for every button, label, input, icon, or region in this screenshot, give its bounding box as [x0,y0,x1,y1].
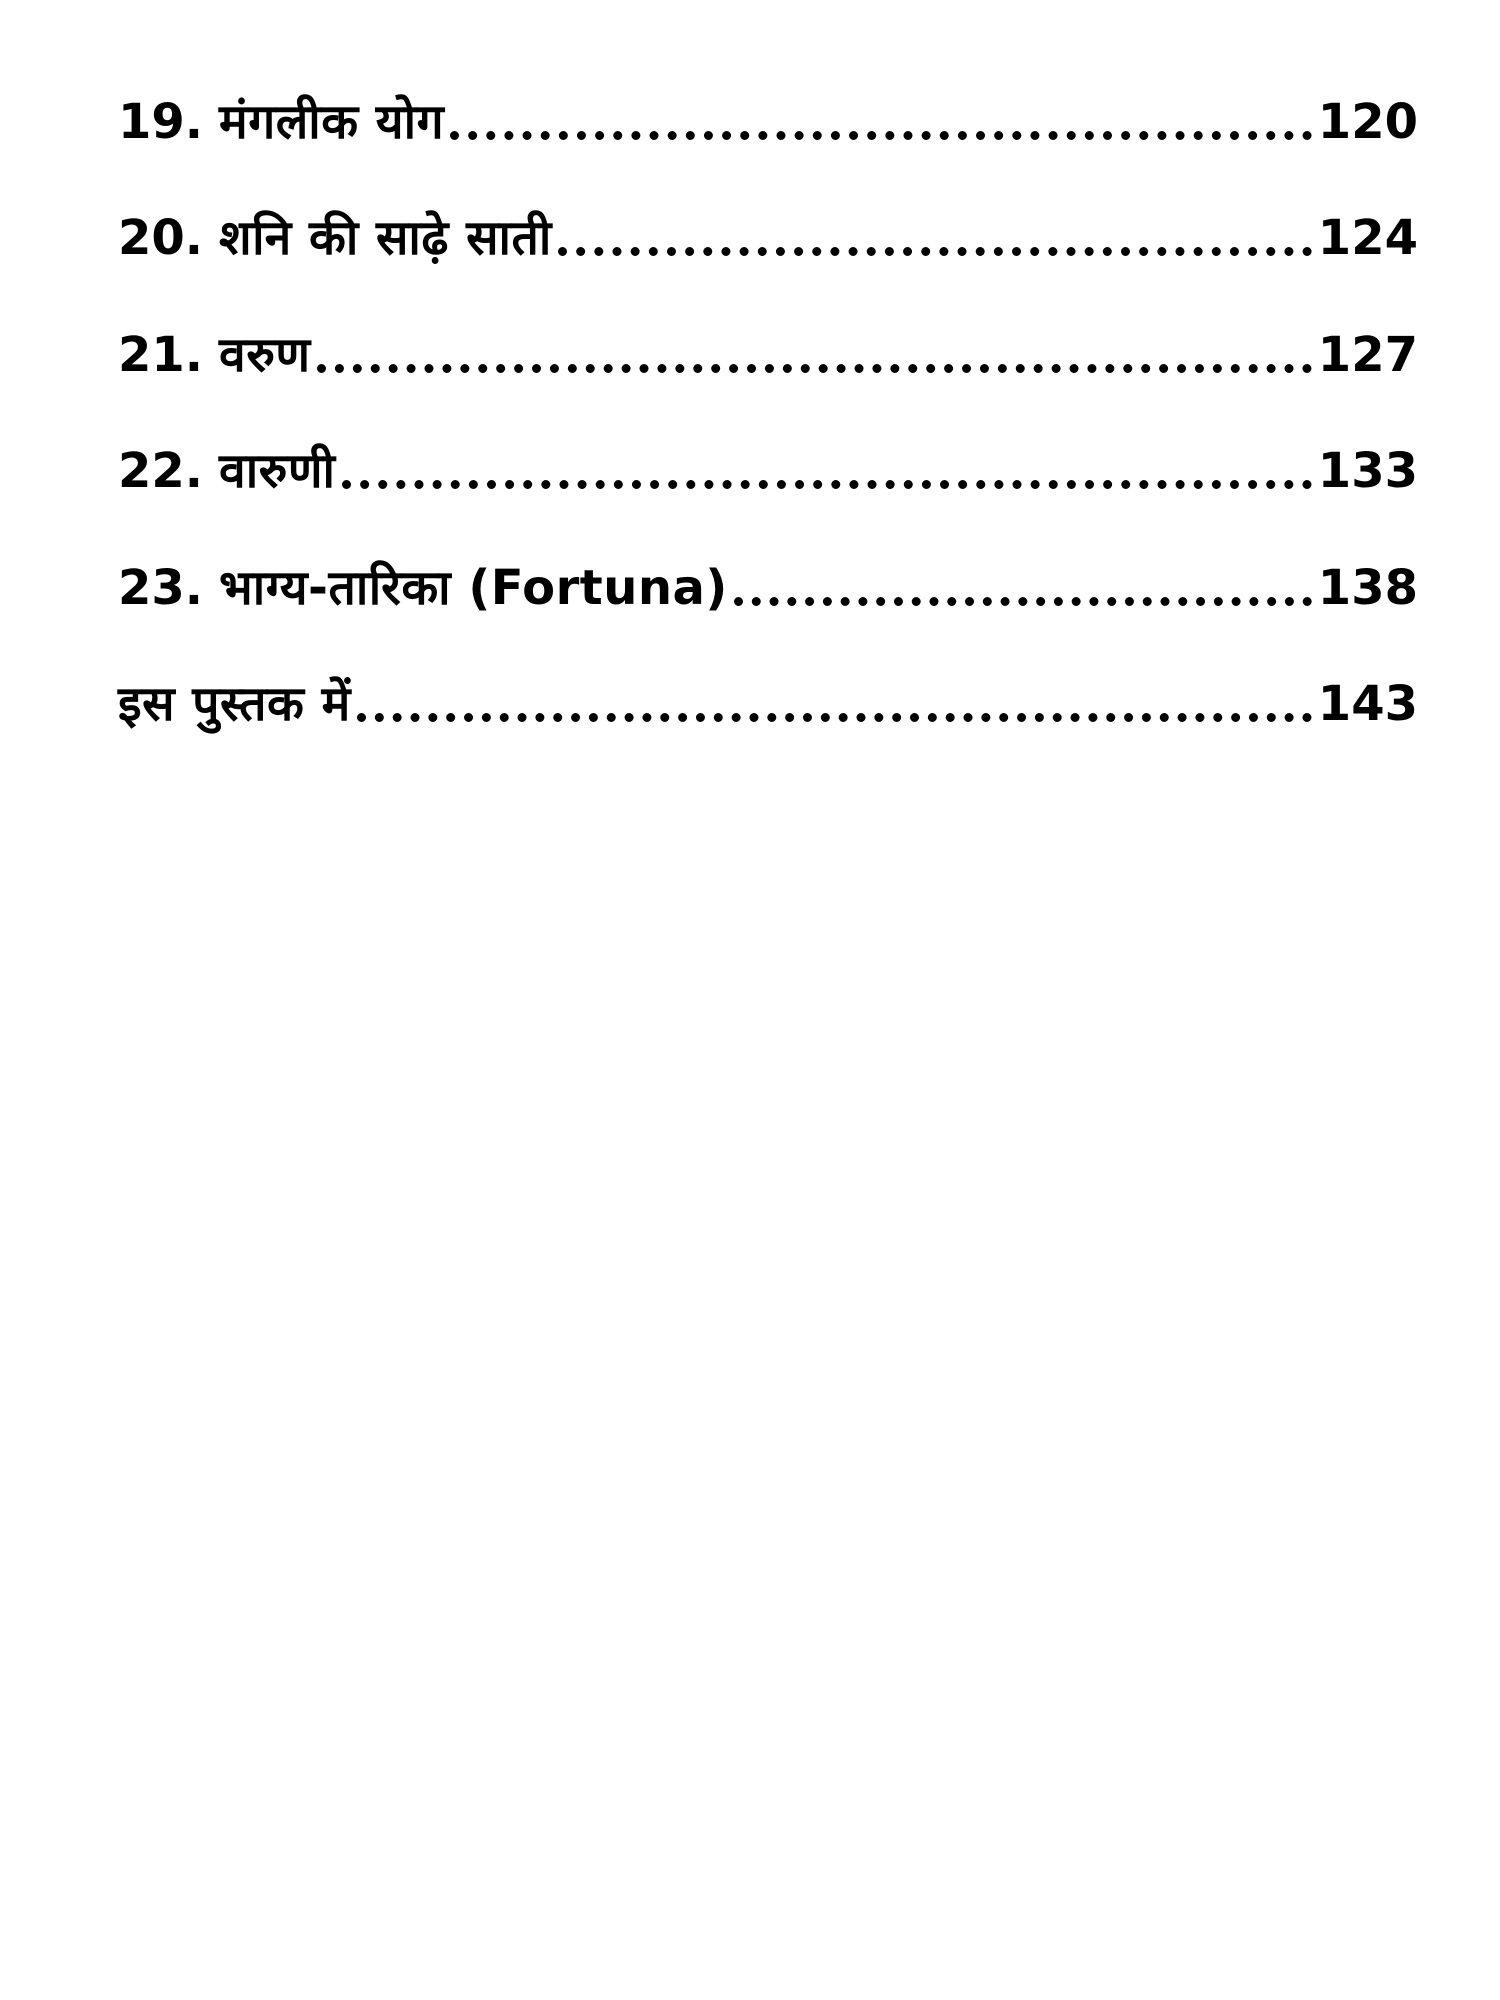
toc-entry-page: 127 [1317,326,1418,383]
dot-leader [317,364,1312,373]
toc-entry-title: मंगलीक योग [219,94,445,150]
toc-entry-page: 138 [1317,559,1418,616]
dot-leader [734,597,1312,606]
table-of-contents [118,86,1418,732]
toc-entry-number: 19. [118,94,204,150]
toc-entry-page: 133 [1317,443,1418,500]
dot-leader [342,480,1312,489]
toc-entry-number: 23. [118,559,204,616]
toc-entry-page: 120 [1317,94,1418,150]
toc-entry-number: 22. [118,443,204,500]
toc-entry[interactable] [118,146,1418,267]
toc-entry-title: वरुण [219,326,311,383]
toc-entry-page: 124 [1317,210,1418,267]
toc-entry-number: 20. [118,210,204,267]
toc-entry-title: भाग्य-तारिका (Fortuna) [219,559,728,616]
toc-entry[interactable] [118,379,1418,500]
dot-leader [450,131,1312,140]
toc-entry-number: 21. [118,326,204,383]
dot-leader [357,713,1312,722]
toc-entry[interactable] [118,612,1418,732]
toc-entry[interactable] [118,86,1418,150]
toc-entry-title: शनि की साढ़े साती [219,210,552,267]
toc-entry[interactable] [118,262,1418,383]
toc-entry-title: वारुणी [219,443,336,500]
toc-entry[interactable] [118,495,1418,616]
dot-leader [558,247,1312,256]
toc-entry-page: 143 [1317,675,1418,732]
toc-entry-title: इस पुस्तक में [118,675,351,732]
